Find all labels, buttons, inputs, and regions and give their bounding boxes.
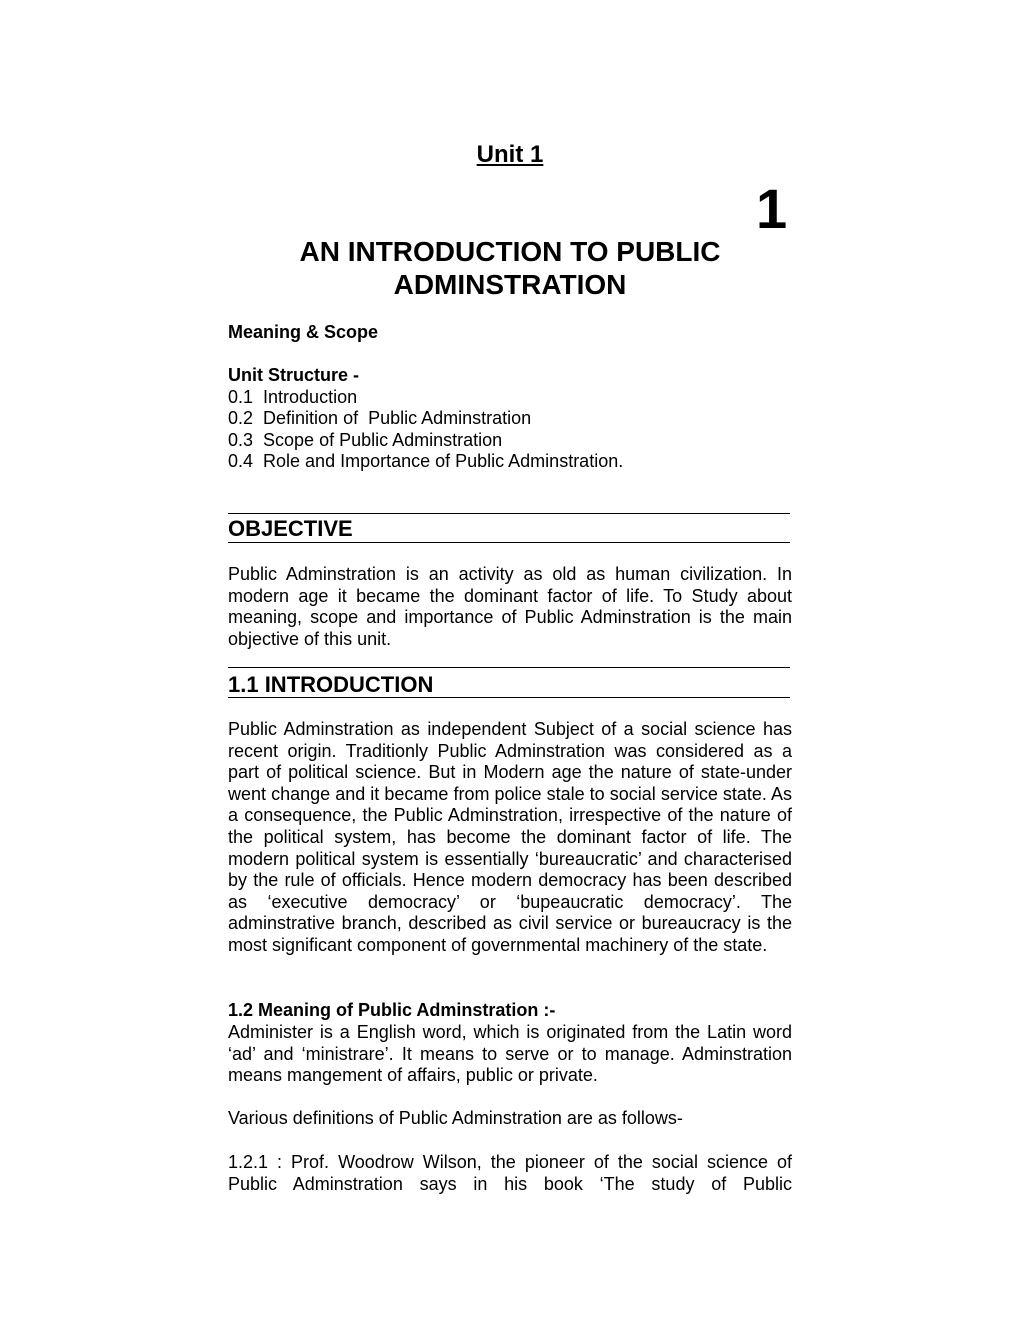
objective-text: Public Adminstration is an activity as old as human civilization. In modern age it became the dominant factor of life. To Study about meaning, scope and importance of Public Adminstration is the main objective of this unit. [228,564,792,649]
meaning-text: Administer is a English word, which is originated from the Latin word ‘ad’ and ‘ministrare’. It means to serve or to manage. Adminstration means mangement of affairs, public or private. [228,1022,792,1086]
divider [228,542,790,543]
list-item: 0.4 Role and Importance of Public Adminstration. [228,451,624,472]
unit-structure [228,365,792,473]
introduction-heading: 1.1 INTRODUCTION [228,672,434,697]
divider [228,513,790,514]
chapter-number: 1 [756,177,788,240]
list-item: 0.3 Scope of Public Adminstration [228,429,503,450]
meaning-heading: 1.2 Meaning of Public Adminstration :- [228,1000,556,1020]
unit-label: Unit 1 [476,141,544,168]
definitions-intro: Various definitions of Public Adminstration are as follows- [228,1108,683,1128]
list-item: 0.1 Introduction [228,386,358,407]
chapter-title-line1: AN INTRODUCTION TO PUBLIC [299,236,721,267]
definition-1: 1.2.1 : Prof. Woodrow Wilson, the pioneer of the social science of Public Adminstration says in his book ‘The study of Public [228,1152,792,1194]
introduction-text: Public Adminstration as independent Subject of a social science has recent origin. Traditionly Public Adminstration was considered as a part of political science. But in Modern age the nature of state-under went change and it became from police stale to social service state. As a consequence, the Public Adminstration, irrespective of the nature of the political system, has become the dominant factor of life. The modern political system is essentially ‘bureaucratic’ and characterised by the rule of officials. Hence modern democracy has been described as ‘executive democracy’ or ‘bupeaucratic democracy’. The adminstrative branch, described as civil service or bureaucracy is the most significant component of governmental machinery of the state. [228,719,792,955]
chapter-title [0,235,1020,301]
subtitle: Meaning & Scope [228,322,379,342]
list-item: 0.2 Definition of Public Adminstration [228,408,532,429]
divider [228,667,790,668]
chapter-title-line2: ADMINSTRATION [393,269,627,300]
objective-heading: OBJECTIVE [228,516,353,541]
unit-structure-heading: Unit Structure - [228,365,360,385]
divider [228,697,790,698]
